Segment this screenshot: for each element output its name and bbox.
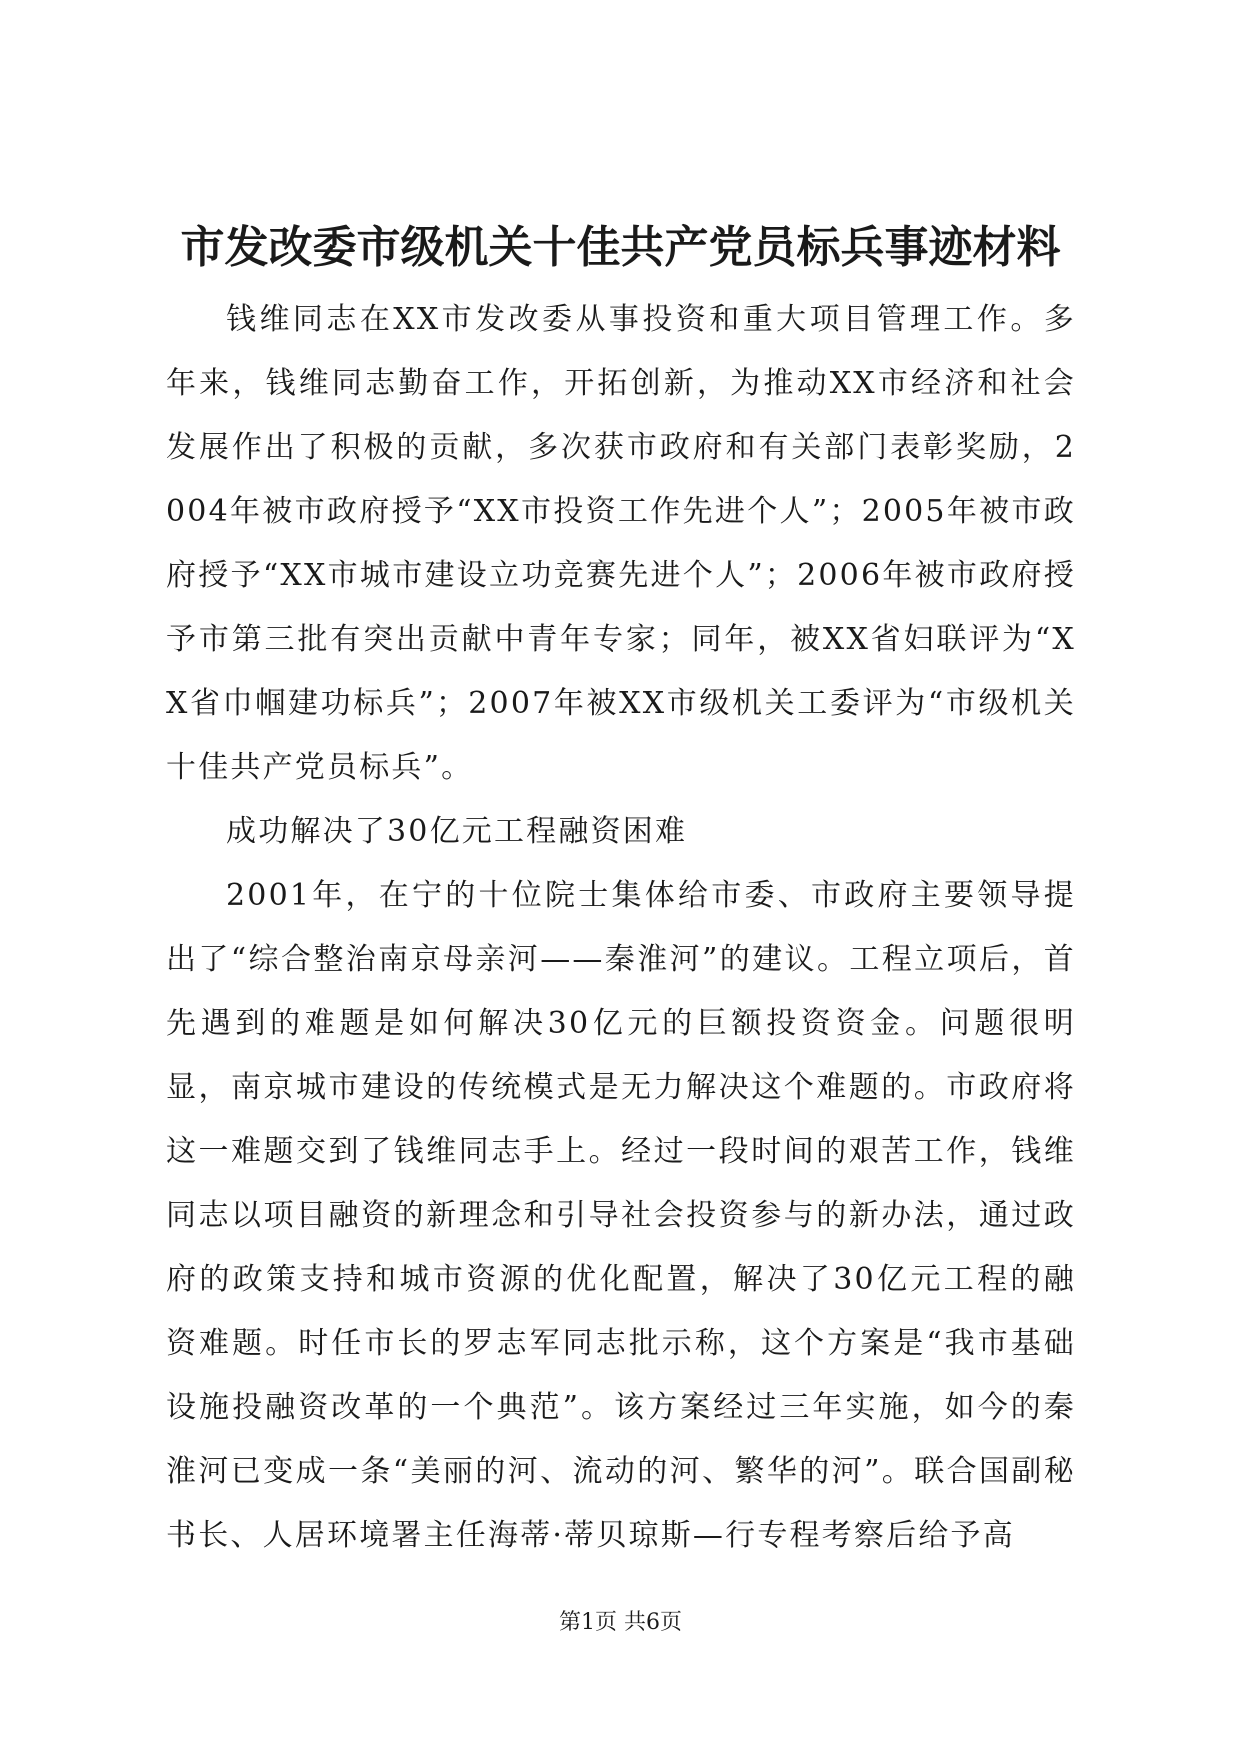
page-number: 第1页 (559, 1610, 617, 1635)
section-heading: 成功解决了30亿元工程融资困难 (226, 814, 688, 849)
body-paragraph-financing: 2001年，在宁的十位院士集体给市委、市政府主要领导提出了“综合整治南京母亲河——秦淮河”的建议。工程立项后，首先遇到的难题是如何解决30亿元的巨额投资资金。问题很明显，南京城市建设的传统模式是无力解决这个难题的。市政府将这一难题交到了钱维同志手上。经过一段时间的艰苦工作，钱维同志以项目融资的新理念和引导社会投资参与的新办法，通过政府的政策支持和城市资源的优化配置，解决了30亿元工程的融资难题。时任市长的罗志军同志批示称，这个方案是“我市基础设施投融资改革的一个典范”。该方案经过三年实施，如今的秦淮河已变成一条“美丽的河、流动的河、繁华的河”。联合国副秘书长、人居环境署主任海蒂·蒂贝琼斯—行专程考察后给予高 (166, 878, 1076, 1553)
document-title: 市发改委市级机关十佳共产党员标兵事迹材料 (180, 222, 1061, 273)
body-paragraph-intro: 钱维同志在XX市发改委从事投资和重大项目管理工作。多年来，钱维同志勤奋工作，开拓创新，为推动XX市经济和社会发展作出了积极的贡献，多次获市政府和有关部门表彰奖励，2004年被市政府授予“XX市投资工作先进个人”；2005年被市政府授予“XX市城市建设立功竞赛先进个人”；2006年被市政府授予市第三批有突出贡献中青年专家；同年，被XX省妇联评为“XX省巾帼建功标兵”；2007年被XX市级机关工委评为“市级机关十佳共产党员标兵”。 (166, 302, 1076, 785)
page-total: 共6页 (624, 1610, 682, 1635)
page-footer (0, 1608, 1241, 1638)
document-body (166, 288, 1076, 1568)
